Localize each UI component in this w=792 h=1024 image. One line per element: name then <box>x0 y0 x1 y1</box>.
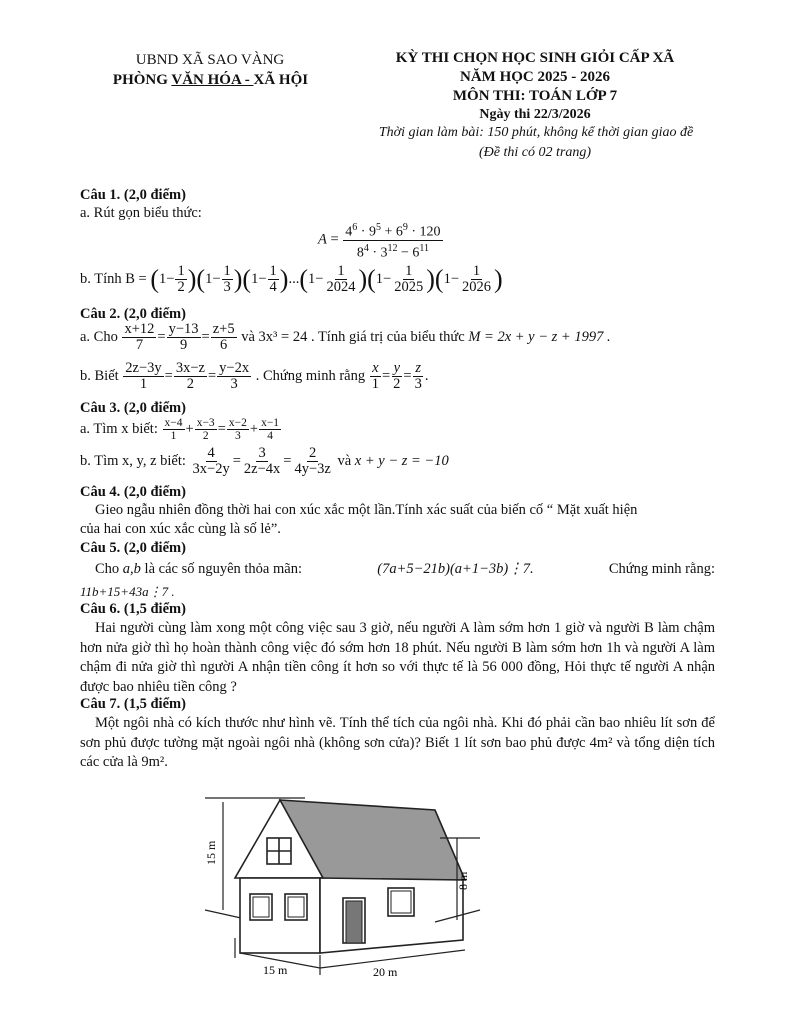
label-height-wall: 8 m <box>456 871 470 890</box>
page-count: (Đề thi có 02 trang) <box>479 145 591 160</box>
school-year: NĂM HỌC 2025 - 2026 <box>460 69 610 85</box>
question-2-title: Câu 2. (2,0 điểm) <box>80 306 186 322</box>
question-2b: b. Biết $\frac{2z-3y}{1}$ = $\frac{3x-z}{2}$ = $\frac{y-2x}{3}$ . Chứng minh rằng $\frac{x}{1}$ = $\frac{y}{2}$ = $\frac{z}{3}$ . <box>80 360 429 392</box>
label-width: 15 m <box>263 963 288 977</box>
question-7-title: Câu 7. (1,5 điểm) <box>80 696 186 712</box>
question-4-line1: Gieo ngẫu nhiên đồng thời hai con xúc xắc một lần.Tính xác suất của biến cố “ Mặt xuất hiện <box>95 502 638 518</box>
exam-date: Ngày thi 22/3/2026 <box>479 107 591 122</box>
question-3a: a. Tìm x biết: $\frac{x-4}{1}$ + $\frac{x-3}{2}$ = $\frac{x-2}{3}$ + $\frac{x-1}{4}$ <box>80 417 280 442</box>
question-4-title: Câu 4. (2,0 điểm) <box>80 484 186 500</box>
question-5-title: Câu 5. (2,0 điểm) <box>80 540 186 556</box>
question-1-title: Câu 1. (2,0 điểm) <box>80 187 186 203</box>
question-6-text: Hai người cùng làm xong một công việc sau 3 giờ, nếu người A làm sớm hơn 1 giờ và người B làm chậm hơn nửa giờ thì họ hoàn thành công việc đó sớm hơn 18 phút. Nếu người B làm sớm hơn 1h và người A làm chậm đi nửa giờ thì người A nhận tiền công ít hơn so với thực tế là 56 000 đồng, Hỏi thực tế người A nhận được bao nhiêu tiền công ? <box>80 620 715 695</box>
question-3b: b. Tìm x, y, z biết: $\frac{4}{3x-2y}$ = $\frac{3}{2z-4x}$ = $\frac{2}{4y-3z}$ và x + y − z = −10 <box>80 445 449 477</box>
question-5-line1: Cho a,b là các số nguyên thỏa mãn: (7a+5−21b)(a+1−3b)⋮7. Chứng minh rằng: <box>95 561 715 577</box>
header-department: PHÒNG VĂN HÓA - XÃ HỘI <box>112 72 309 88</box>
expression-A: A = $\frac{4^6 \cdot 9^5 + 6^9 \cdot 120}{8^4 \cdot 3^{12} - 6^{11}}$ <box>318 222 441 261</box>
header-org: UBND XÃ SAO VÀNG <box>135 52 285 68</box>
house-drawing <box>205 798 480 975</box>
exam-title: KỲ THI CHỌN HỌC SINH GIỎI CẤP XÃ <box>395 50 675 66</box>
house-figure <box>195 790 495 980</box>
question-1b: b. Tính B = (1− $\frac{1}{2}$ )(1− $\frac{1}{3}$ )(1− $\frac{1}{4}$ )...(1− $\frac{1}{2024}$ )(1− $\frac{1}{2025}$ )(1− $\frac{1}{2026}$ ) <box>80 263 503 295</box>
label-height-total: 15 m <box>204 840 218 865</box>
question-3-title: Câu 3. (2,0 điểm) <box>80 400 186 416</box>
question-6-title: Câu 6. (1,5 điểm) <box>80 601 186 617</box>
subject: MÔN THI: TOÁN LỚP 7 <box>452 88 618 104</box>
question-4-line2: của hai con xúc xắc cùng là số lẻ”. <box>80 521 281 537</box>
question-1a-text: a. Rút gọn biểu thức: <box>80 205 202 221</box>
exam-duration: Thời gian làm bài: 150 phút, không kể thời gian giao đề <box>378 125 694 140</box>
question-2a: a. Cho $\frac{x+12}{7}$ = $\frac{y-13}{9}$ = $\frac{z+5}{6}$ và 3x³ = 24 . Tính giá trị của biểu thức M = 2x + y − z + 1997 . <box>80 321 611 353</box>
question-7-text: Một ngôi nhà có kích thước như hình vẽ. Tính thể tích của ngôi nhà. Khi đó phải cần bao nhiêu lít sơn để sơn phủ được tường mặt ngoài ngôi nhà (không sơn cửa)? Biết 1 lít sơn bao phủ được 4m² và tổng diện tích các cửa là 9m². <box>80 715 715 770</box>
question-5-line2: 11b+15+43a⋮7 . <box>80 584 175 599</box>
label-length: 20 m <box>373 965 398 979</box>
